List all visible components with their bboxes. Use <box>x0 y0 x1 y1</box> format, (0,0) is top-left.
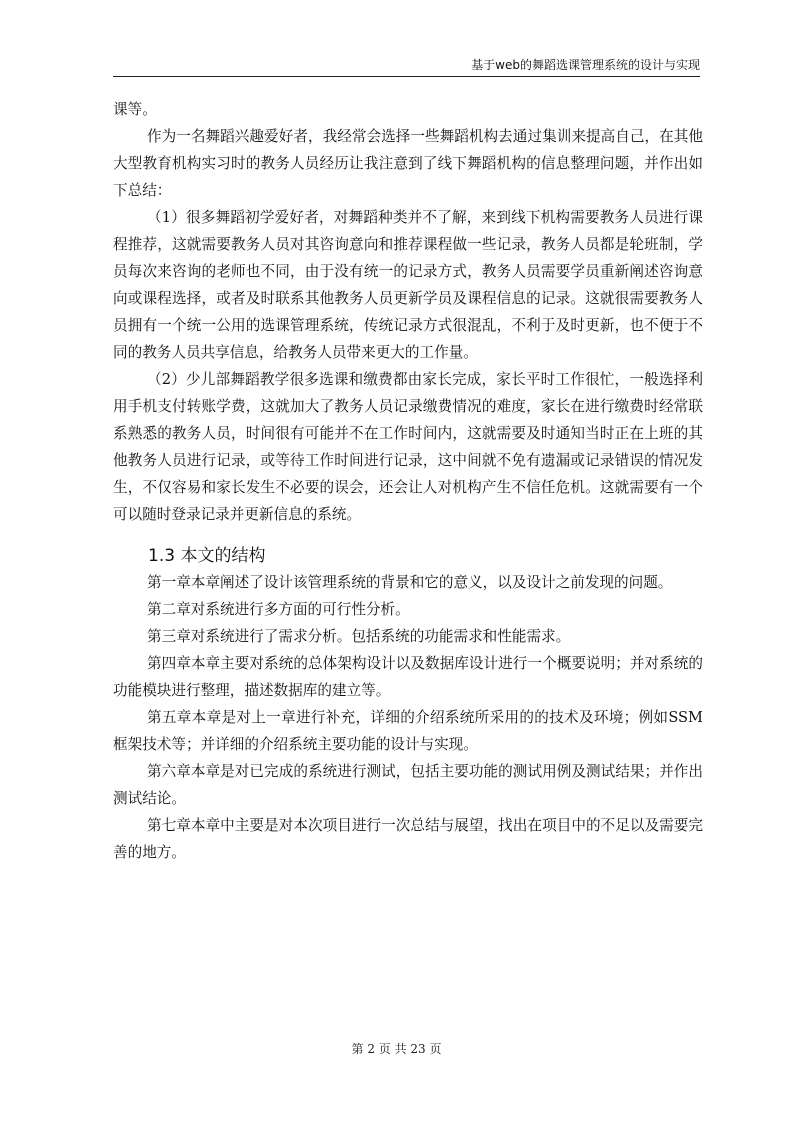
paragraph-point-1: （1）很多舞蹈初学爱好者，对舞蹈种类并不了解，来到线下机构需要教务人员进行课程推荐，这就需要教务人员对其咨询意向和推荐课程做一些记录，教务人员都是轮班制，学员每次来咨询的老师也不同，由于没有统一的记录方式，教务人员需要学员重新阐述咨询意向或课程选择，或者及时联系其他教务人员更新学员及课程信息的记录。这就很需要教务人员拥有一个统一公用的选课管理系统，传统记录方式很混乱，不利于及时更新，也不便于不同的教务人员共享信息，给教务人员带来更大的工作量。 <box>113 209 703 361</box>
paragraph-continuation: 课等。 <box>113 101 157 118</box>
paragraph-chapter-2: 第二章对系统进行多方面的可行性分析。 <box>147 601 410 618</box>
paragraph-chapter-4: 第四章本章主要对系统的总体架构设计以及数据库设计进行一个概要说明；并对系统的功能模块进行整理，描述数据库的建立等。 <box>113 655 703 699</box>
page-number: 第 2 页 共 23 页 <box>351 1042 442 1056</box>
paragraph-chapter-1: 第一章本章阐述了设计该管理系统的背景和它的意义，以及设计之前发现的问题。 <box>147 574 673 591</box>
paragraph-chapter-6: 第六章本章是对已完成的系统进行测试，包括主要功能的测试用例及测试结果；并作出测试结论。 <box>113 763 703 807</box>
paragraph-chapter-5: 第五章本章是对上一章进行补充，详细的介绍系统所采用的的技术及环境；例如SSM框架技术等；并详细的介绍系统主要功能的设计与实现。 <box>113 709 703 753</box>
paragraph-intro: 作为一名舞蹈兴趣爱好者，我经常会选择一些舞蹈机构去通过集训来提高自己，在其他大型教育机构实习时的教务人员经历让我注意到了线下舞蹈机构的信息整理问题，并作出如下总结： <box>113 128 703 199</box>
paragraph-chapter-7: 第七章本章中主要是对本次项目进行一次总结与展望，找出在项目中的不足以及需要完善的地方。 <box>113 817 703 861</box>
section-heading: 1.3 本文的结构 <box>148 546 266 566</box>
page-content <box>113 96 703 866</box>
page-footer <box>0 1042 793 1056</box>
header-title: 基于web的舞蹈选课管理系统的设计与实现 <box>471 58 700 72</box>
paragraph-point-2: （2）少儿部舞蹈教学很多选课和缴费都由家长完成，家长平时工作很忙，一般选择利用手机支付转账学费，这就加大了教务人员记录缴费情况的难度，家长在进行缴费时经常联系熟悉的教务人员，时间很有可能并不在工作时间内，这就需要及时通知当时正在上班的其他教务人员进行记录，或等待工作时间进行记录，这中间就不免有遗漏或记录错误的情况发生，不仅容易和家长发生不必要的误会，还会让人对机构产生不信任危机。这就需要有一个可以随时登录记录并更新信息的系统。 <box>113 371 703 523</box>
paragraph-chapter-3: 第三章对系统进行了需求分析。包括系统的功能需求和性能需求。 <box>147 628 571 645</box>
page-header <box>113 58 700 77</box>
